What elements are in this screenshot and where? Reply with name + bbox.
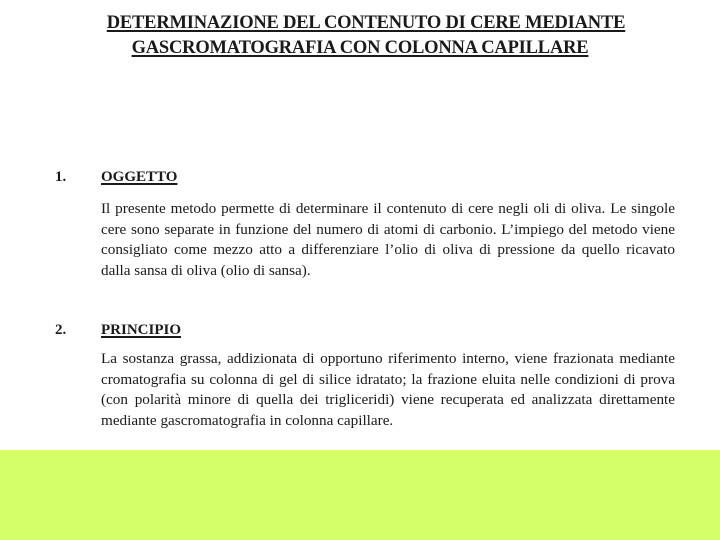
footer-band	[0, 450, 720, 540]
section-body: Il presente metodo permette di determinare il contenuto di cere negli oli di oliva. Le singole cere sono separate in funzione del numero di atomi di carbonio. L’impiego del metodo viene consigliato come mezzo atto a differenziare l’olio di oliva di pressione da quello ricavato dalla sansa di oliva (olio di sansa).	[101, 200, 675, 279]
section-heading: OGGETTO	[101, 169, 178, 185]
title-line-2	[0, 36, 720, 61]
section-number: 2.	[55, 322, 67, 338]
section-body: La sostanza grassa, addizionata di opportuno riferimento interno, viene frazionata mediante cromatografia su colonna di gel di silice idratato; la frazione eluita nelle condizioni di prova (con polarità minore di quella dei trigliceridi) viene recuperata ed analizzata direttamente mediante gascromatografia in colonna capillare.	[101, 350, 675, 429]
section-heading: PRINCIPIO	[101, 322, 182, 338]
section-number: 1.	[55, 169, 67, 185]
title-line-2-text: GASCROMATOGRAFIA CON COLONNA CAPILLARE	[131, 38, 589, 58]
title-line-1-text: DETERMINAZIONE DEL CONTENUTO DI CERE MEDIANTE	[106, 13, 626, 33]
document-title	[0, 11, 720, 61]
title-line-1	[0, 11, 720, 36]
